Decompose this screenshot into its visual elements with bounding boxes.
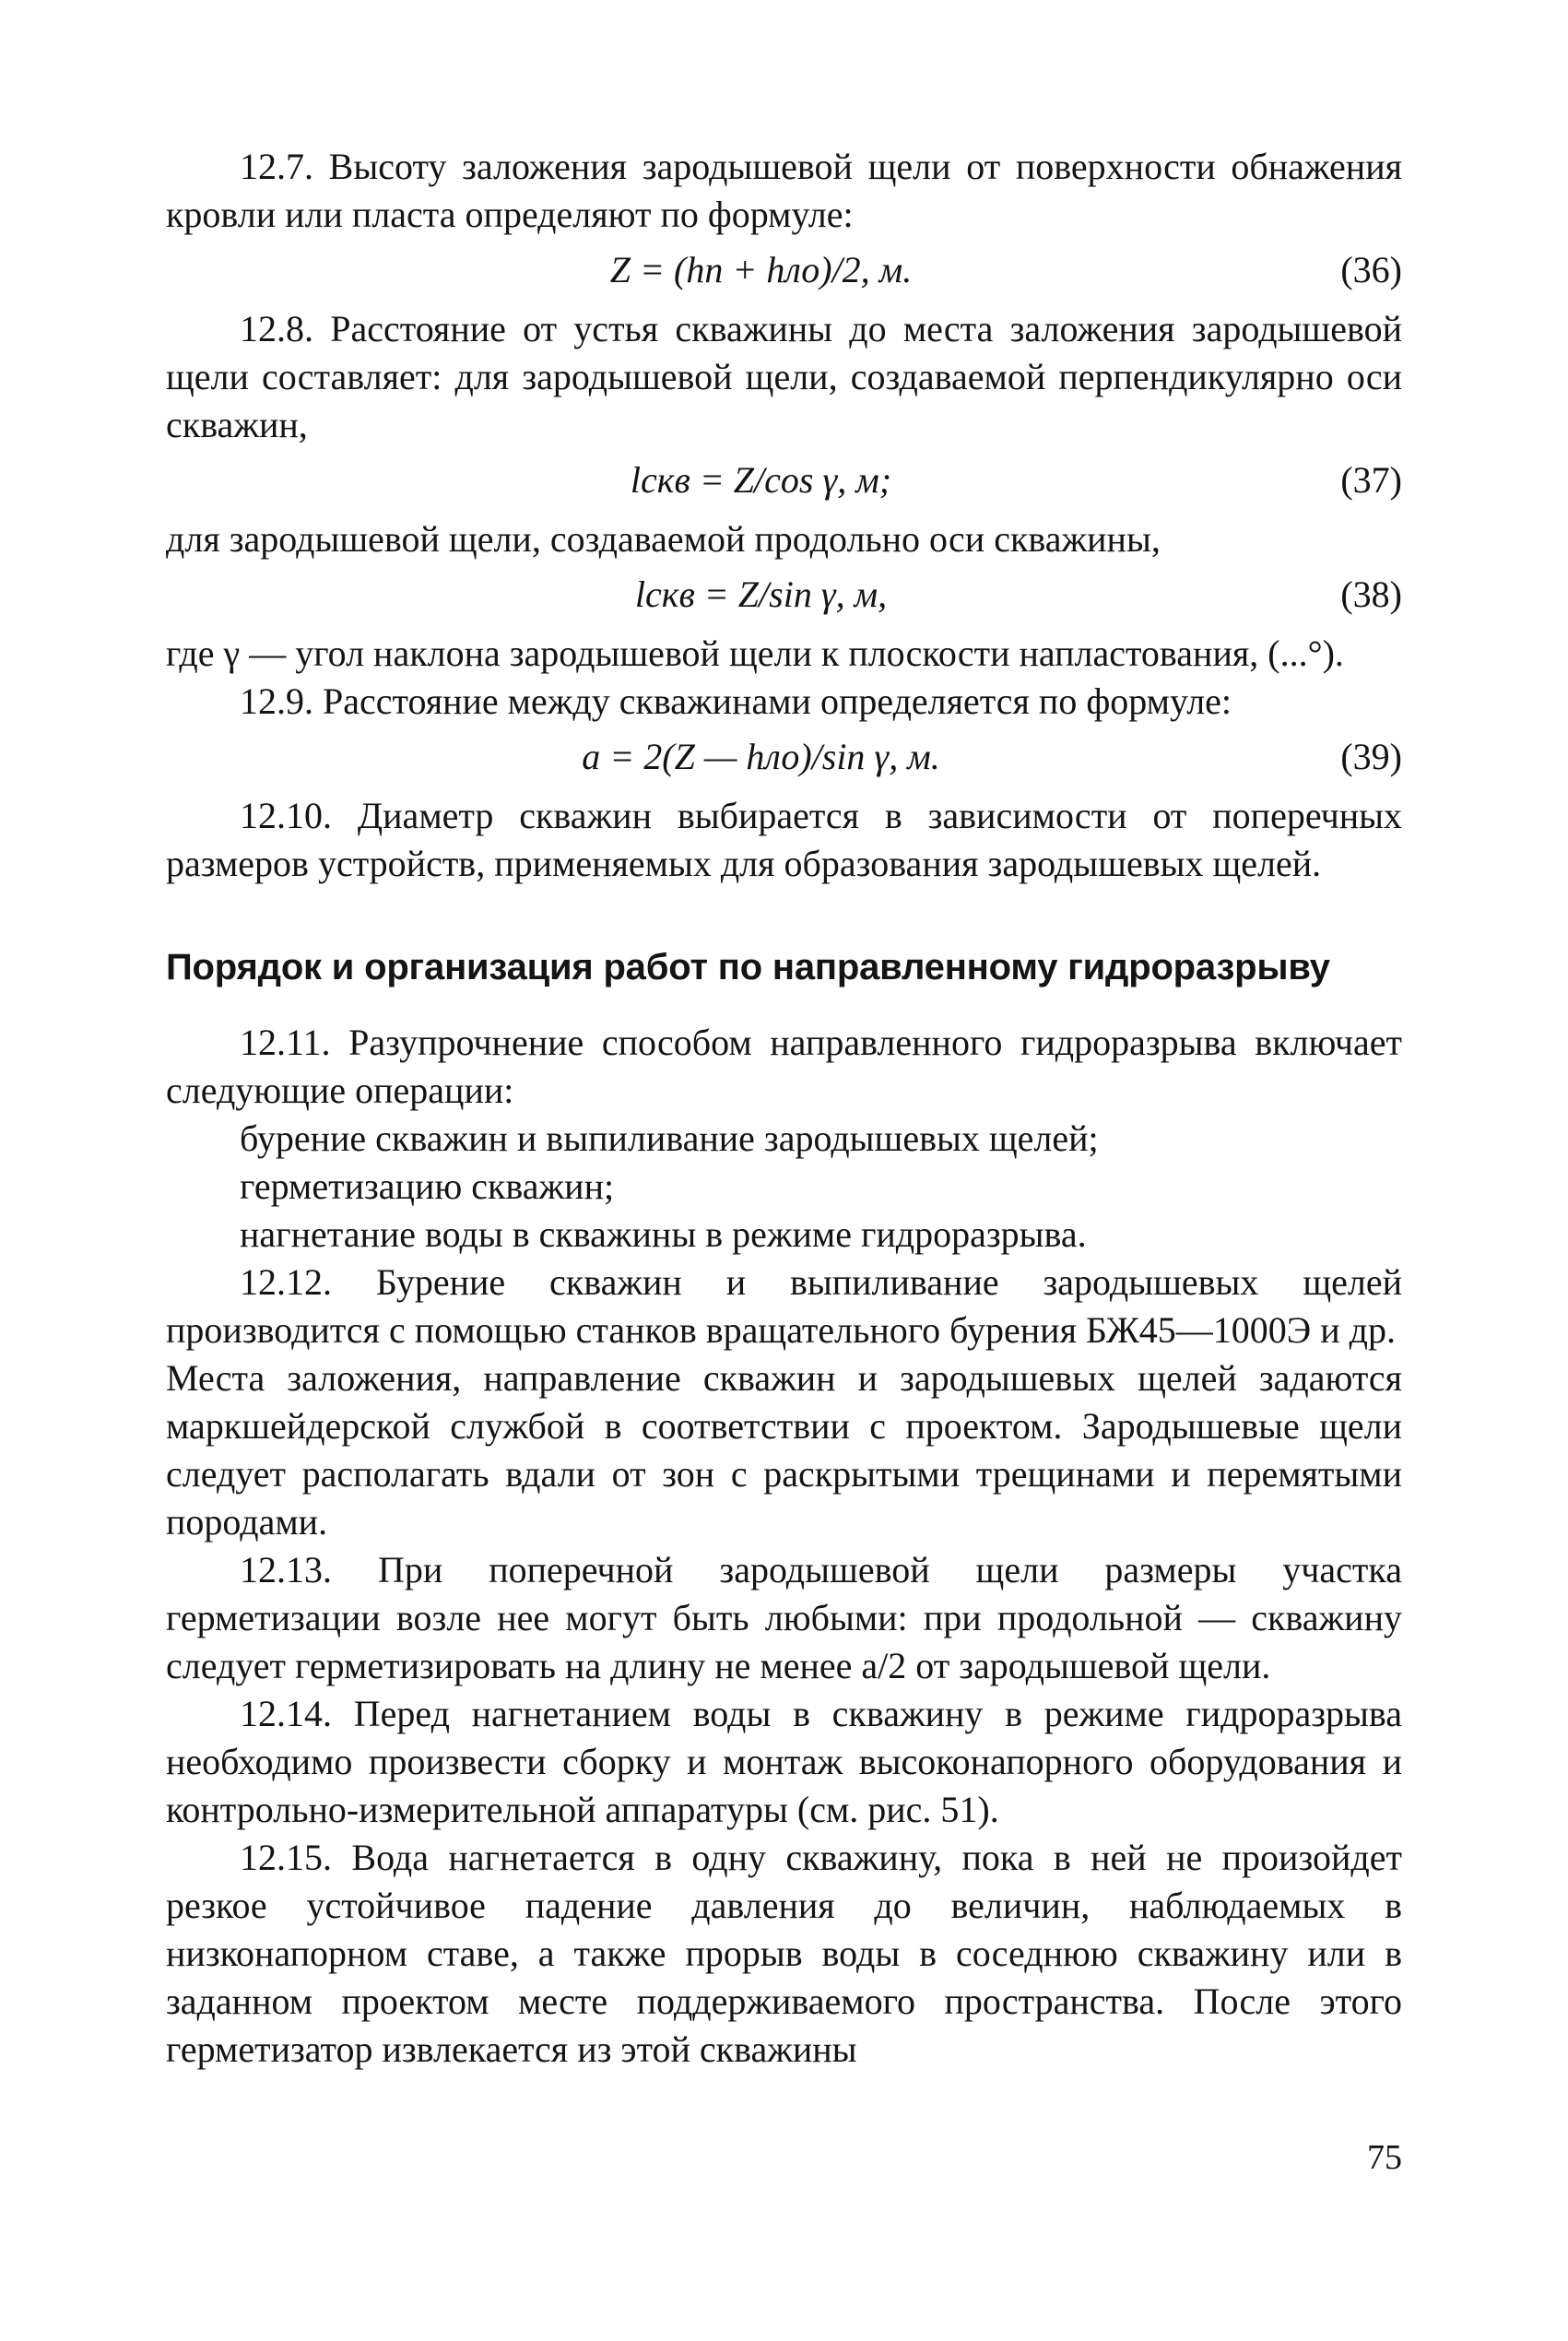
paragraph-12-7: 12.7. Высоту заложения зародышевой щели от поверхности обнажения кровли или пласта определяют по формуле: bbox=[166, 146, 1402, 235]
operation-item-3: нагнетание воды в скважины в режиме гидроразрыва. bbox=[240, 1213, 1087, 1255]
page-number: 75 bbox=[1367, 2138, 1402, 2177]
paragraph-12-13: 12.13. При поперечной зародышевой щели размеры участка герметизации возле нее могут быть любыми: при продольной — скважину следует герметизировать на длину не менее a/2 от зародышевой щели. bbox=[166, 1549, 1402, 1686]
paragraph-12-12-locations: Места заложения, направление скважин и зародышевых щелей задаются маркшейдерской службой в соответствии с проектом. Зародышевые щели следует располагать вдали от зон с раскрытыми трещинами и перемятыми породами. bbox=[166, 1357, 1402, 1543]
operation-item-2: герметизацию скважин; bbox=[240, 1165, 615, 1207]
formula-36 bbox=[166, 246, 1402, 294]
paragraph-12-15: 12.15. Вода нагнетается в одну скважину, пока в ней не произойдет резкое устойчивое падение давления до величин, наблюдаемых в низконапорном ставе, а также прорыв воды в соседнюю скважину или в заданном проектом месте поддерживаемого пространства. После этого герметизатор извлекается из этой скважины bbox=[166, 1837, 1402, 2070]
formula-38 bbox=[166, 571, 1402, 619]
formula-37-expression: lскв = Z/cos γ, м; bbox=[630, 459, 892, 501]
section-heading: Порядок и организация работ по направленному гидроразрыву bbox=[166, 947, 1330, 987]
paragraph-12-14: 12.14. Перед нагнетанием воды в скважину в режиме гидроразрыва необходимо произвести сборку и монтаж высоконапорного оборудования и контрольно-измерительной аппаратуры (см. рис. 51). bbox=[166, 1693, 1402, 1830]
formula-39-number: (39) bbox=[1340, 736, 1402, 777]
formula-38-number: (38) bbox=[1340, 573, 1402, 615]
formula-37 bbox=[166, 456, 1402, 504]
formula-36-number: (36) bbox=[1340, 249, 1402, 290]
formula-38-expression: lскв = Z/sin γ, м, bbox=[634, 573, 888, 615]
paragraph-12-8-definition: где γ — угол наклона зародышевой щели к плоскости напластования, (...°). bbox=[166, 633, 1344, 674]
formula-37-number: (37) bbox=[1340, 459, 1402, 501]
formula-36-expression: Z = (hп + hло)/2, м. bbox=[609, 249, 913, 290]
formula-39-expression: a = 2(Z — hло)/sin γ, м. bbox=[582, 736, 940, 777]
operation-item-1: бурение скважин и выпиливание зародышевых щелей; bbox=[240, 1117, 1099, 1159]
paragraph-12-9: 12.9. Расстояние между скважинами определяется по формуле: bbox=[240, 680, 1232, 722]
paragraph-12-12: 12.12. Бурение скважин и выпиливание зародышевых щелей производится с помощью станков вращательного бурения БЖ45—1000Э и др. bbox=[166, 1261, 1402, 1351]
formula-39 bbox=[166, 733, 1402, 781]
paragraph-12-10: 12.10. Диаметр скважин выбирается в зависимости от поперечных размеров устройств, применяемых для образования зародышевых щелей. bbox=[166, 795, 1402, 884]
paragraph-12-8: 12.8. Расстояние от устья скважины до места заложения зародышевой щели составляет: для зародышевой щели, создаваемой перпендикулярно оси скважин, bbox=[166, 308, 1402, 445]
paragraph-12-11: 12.11. Разупрочнение способом направленного гидроразрыва включает следующие операции: bbox=[166, 1022, 1402, 1111]
paragraph-12-8-longitudinal: для зародышевой щели, создаваемой продольно оси скважины, bbox=[166, 518, 1161, 560]
